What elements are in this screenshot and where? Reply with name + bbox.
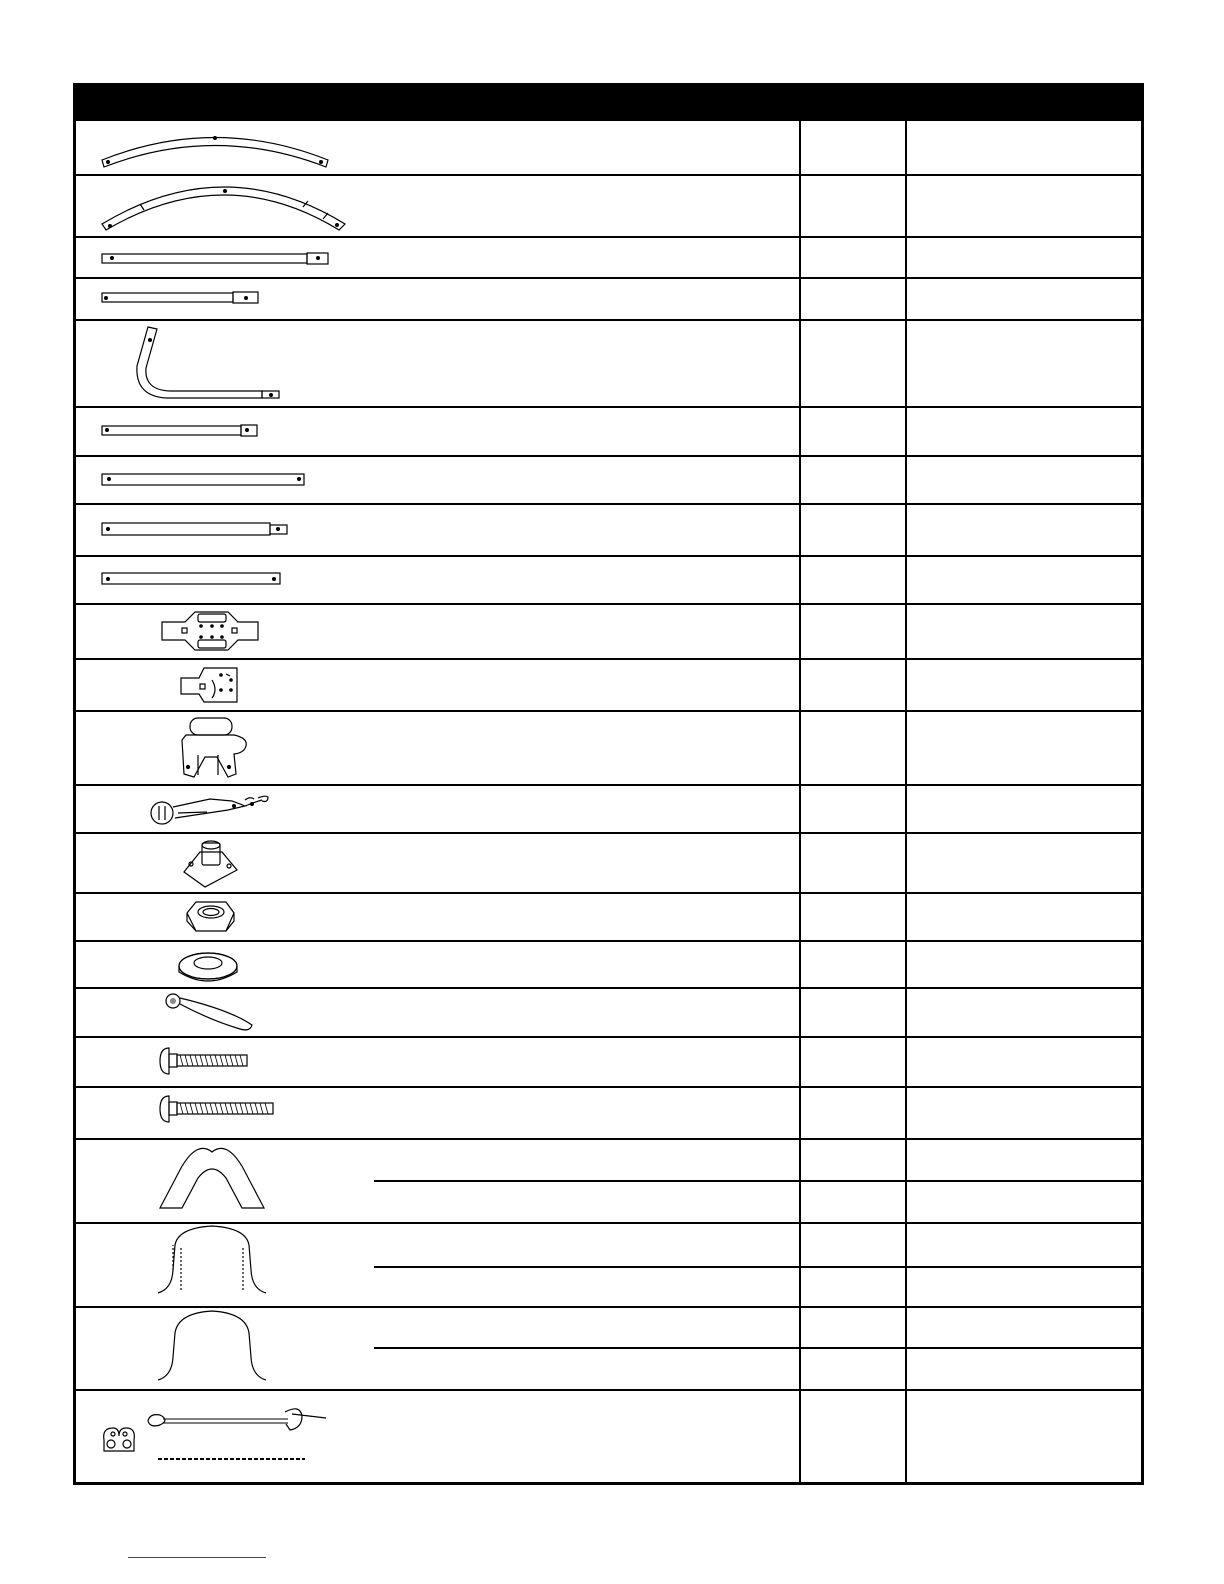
- straight-tube-swaged-short-icon: [102, 292, 258, 303]
- foot-plate-icon: [184, 841, 237, 887]
- straight-tube-swaged-long-icon: [102, 253, 328, 264]
- single-connector-plate-icon: [181, 668, 237, 702]
- cover-top-icon: [160, 1148, 264, 1208]
- curved-tube-long-icon: [102, 187, 345, 230]
- ridge-clamp-icon: [182, 718, 246, 777]
- double-connector-plate-icon: [162, 612, 258, 650]
- carriage-bolt-short-icon: [160, 1048, 247, 1074]
- carriage-bolt-long-icon: [160, 1096, 273, 1122]
- straight-tube-narrow-end-icon: [102, 523, 287, 535]
- footer-link-underline: [128, 1557, 266, 1558]
- curved-tube-short-icon: [102, 137, 328, 167]
- ratchet-tensioner-icon: [151, 796, 268, 824]
- straight-tube-plain-short-icon: [102, 573, 280, 584]
- hex-nut-icon: [187, 902, 234, 931]
- end-panel-with-door-icon: [158, 1226, 266, 1293]
- end-panel-solid-icon: [158, 1311, 266, 1380]
- straight-tube-swaged-end-icon: [102, 425, 257, 436]
- washer-icon: [179, 953, 237, 981]
- bent-leg-tube-icon: [137, 327, 279, 398]
- ball-bungee-icon: [166, 994, 252, 1030]
- anchor-kit-icon: [104, 1409, 326, 1459]
- straight-tube-plain-long-icon: [102, 474, 304, 485]
